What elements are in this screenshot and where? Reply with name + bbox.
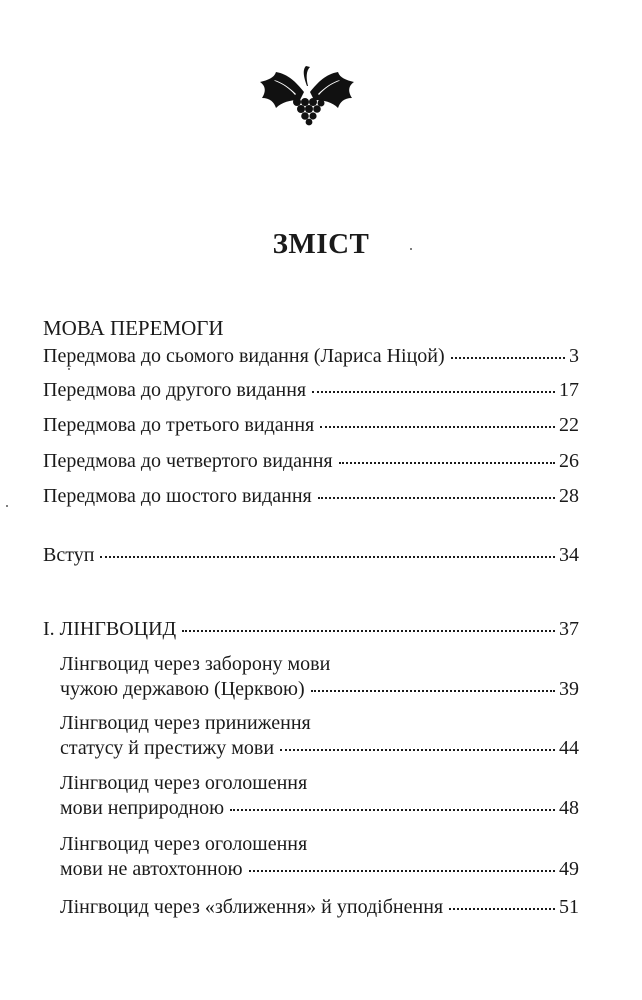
toc-subentry-line1[interactable]: Лінгвоцид через оголошення (60, 772, 308, 794)
toc-entry[interactable] (43, 617, 579, 641)
toc-entry-page: 17 (559, 379, 579, 401)
toc-entry-label: Вступ (43, 544, 95, 566)
toc-subentry-label: статусу й престижу мови (60, 737, 275, 759)
dot-leader (311, 689, 555, 692)
toc-subentry-page: 39 (559, 678, 579, 700)
toc-entry[interactable] (43, 344, 579, 368)
toc-subentry-label: Лінгвоцид через «зближення» й уподібнення (60, 896, 444, 918)
toc-subentry-line1[interactable]: Лінгвоцид через приниження (60, 712, 311, 734)
dot-leader (280, 748, 555, 751)
toc-subentry-label: чужою державою (Церквою) (60, 678, 305, 700)
toc-entry-label: Передмова до другого видання (43, 379, 307, 401)
scan-speck (410, 248, 412, 250)
toc-subentry[interactable] (60, 677, 579, 701)
toc-subentry-page: 48 (559, 797, 579, 819)
toc-entry-label: Передмова до четвертого видання (43, 450, 333, 472)
toc-subentry[interactable] (60, 736, 579, 760)
toc-subentry-label: мови не автохтонною (60, 858, 243, 880)
toc-subentry-line1[interactable]: Лінгвоцид через заборону мови (60, 653, 331, 675)
dot-leader (312, 390, 555, 393)
toc-subentry-page: 44 (559, 737, 579, 759)
dot-leader (182, 629, 555, 632)
toc-entry[interactable] (43, 484, 579, 508)
dot-leader (230, 808, 555, 811)
toc-entry[interactable] (43, 378, 579, 402)
toc-entry-page: 26 (559, 450, 579, 472)
toc-subentry[interactable] (60, 857, 579, 881)
dot-leader (100, 555, 555, 558)
toc-entry-page: 22 (559, 414, 579, 436)
toc-entry-page: 37 (559, 618, 579, 640)
dot-leader (339, 461, 555, 464)
toc-entry[interactable] (43, 449, 579, 473)
toc-title: ЗМІСТ (272, 228, 370, 260)
dot-leader (451, 356, 565, 359)
dot-leader (318, 496, 555, 499)
dot-leader (249, 869, 555, 872)
toc-entry-label: Передмова до сьомого видання (Лариса Ніцой) (43, 345, 445, 367)
toc-subentry-line1[interactable]: Лінгвоцид через оголошення (60, 833, 308, 855)
scan-speck (6, 505, 8, 507)
toc-subentry-page: 49 (559, 858, 579, 880)
toc-entry-label: Передмова до шостого видання (43, 485, 312, 507)
toc-entry-page: 34 (559, 544, 579, 566)
toc-entry-label: Передмова до третього видання (43, 414, 315, 436)
scan-speck (68, 368, 70, 370)
toc-subentry[interactable] (60, 895, 579, 919)
toc-entry-label: І. ЛІНГВОЦИД (43, 618, 177, 640)
grape-leaves-icon (252, 56, 362, 130)
dot-leader (320, 425, 555, 428)
toc-subentry-label: мови неприродною (60, 797, 225, 819)
toc-entry[interactable] (43, 413, 579, 437)
toc-entry[interactable] (43, 543, 579, 567)
toc-entry-page: 3 (569, 345, 579, 367)
toc-entry-page: 28 (559, 485, 579, 507)
dot-leader (449, 907, 555, 910)
toc-subentry-page: 51 (559, 896, 579, 918)
section-heading: МОВА ПЕРЕМОГИ (43, 316, 224, 340)
toc-subentry[interactable] (60, 796, 579, 820)
